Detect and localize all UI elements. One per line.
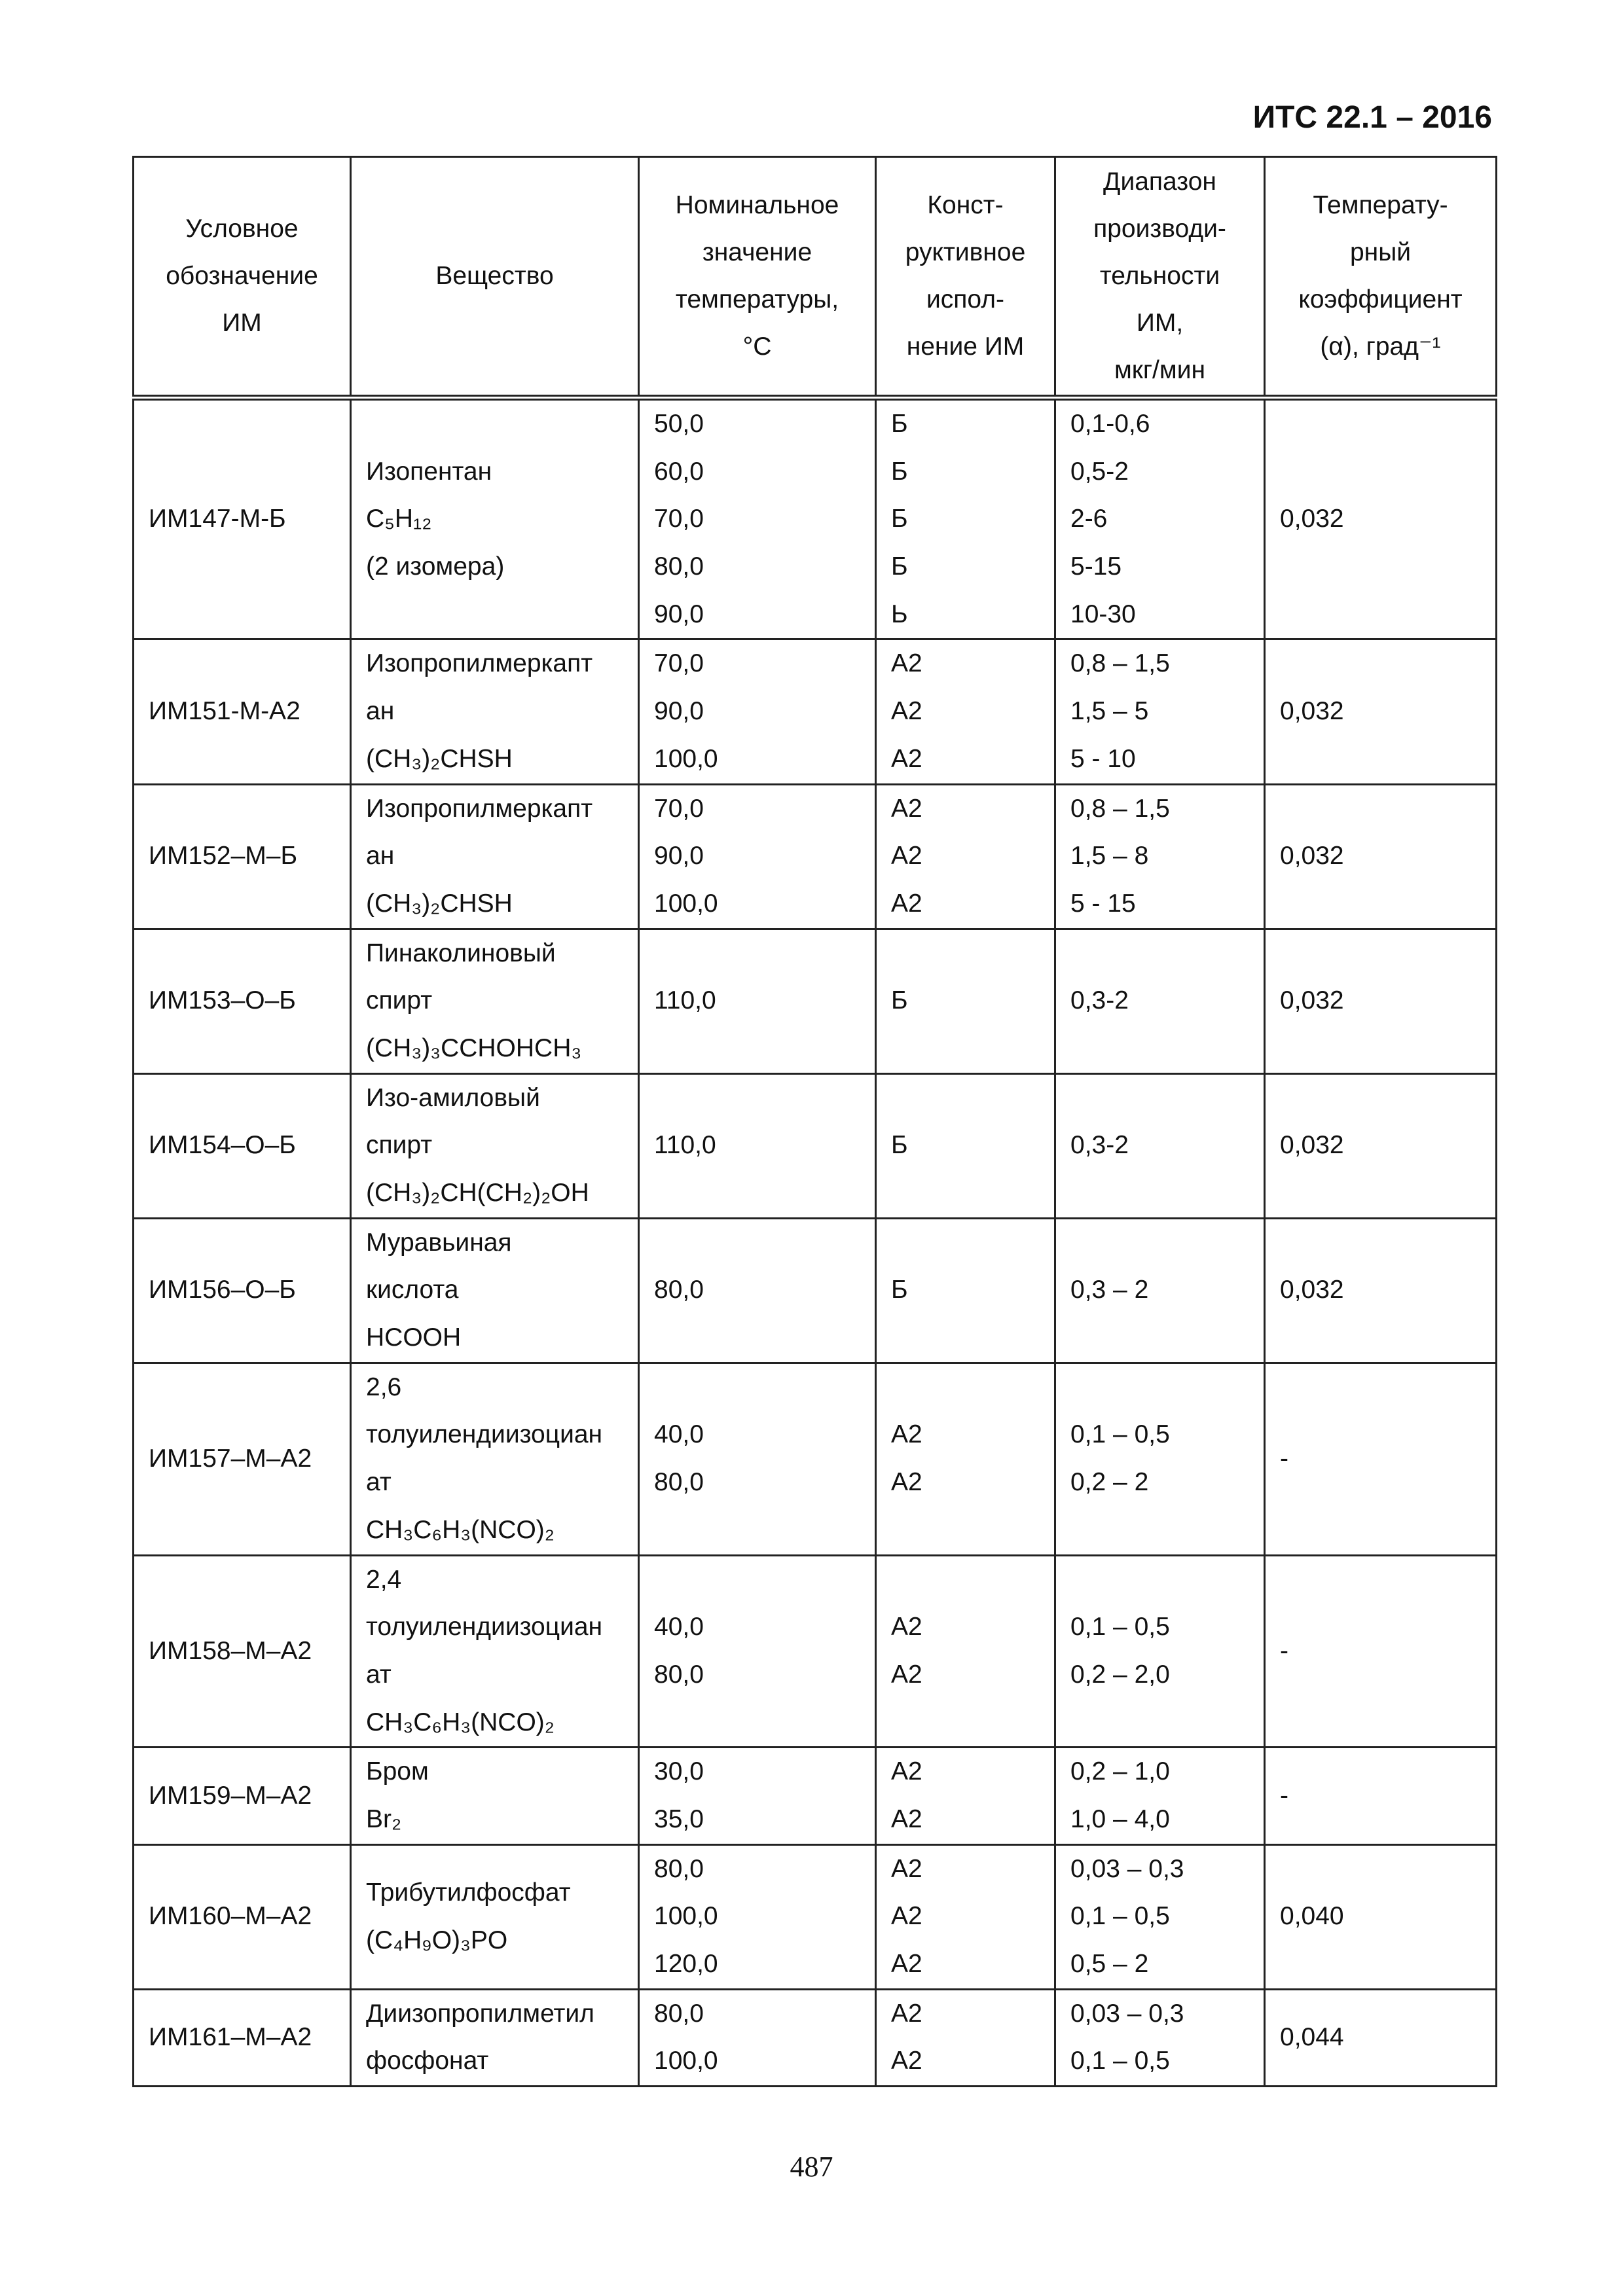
cell-temperature <box>639 1748 876 1844</box>
cell-range-line: 5 - 15 <box>1070 889 1136 918</box>
cell-substance-line: Муравьиная <box>366 1228 512 1257</box>
cell-substance-line: (CH₃)₂CHSH <box>366 889 513 918</box>
cell-substance-line: Бром <box>366 1757 429 1786</box>
cell-code: ИМ160–М–А2 <box>134 1844 351 1989</box>
cell-coefficient: 0,032 <box>1265 929 1497 1073</box>
header-design <box>876 157 1055 398</box>
cell-temperature <box>639 639 876 784</box>
cell-substance-line: (CH₃)₂CH(CH₂)₂OH <box>366 1179 589 1207</box>
cell-range-line: 1,5 – 5 <box>1070 697 1149 726</box>
cell-design-line: А2 <box>891 1660 922 1689</box>
cell-temperature-line: 80,0 <box>654 1276 704 1304</box>
cell-temperature-line: 35,0 <box>654 1804 704 1833</box>
cell-design <box>876 1218 1055 1363</box>
header-coefficient-line: рный <box>1349 238 1412 266</box>
cell-substance <box>351 1555 639 1748</box>
header-temperature-line: значение <box>702 238 812 266</box>
cell-substance-line: 2,4 <box>366 1565 402 1594</box>
cell-design-line: Б <box>891 410 908 438</box>
header-code-line: Условное <box>185 215 299 243</box>
cell-range-line: 0,3 – 2 <box>1070 1276 1149 1304</box>
cell-temperature-line: 90,0 <box>654 697 704 726</box>
cell-substance-line: (CH₃)₃CCHOHCH₃ <box>366 1033 582 1062</box>
cell-substance <box>351 1363 639 1555</box>
cell-substance-line: ат <box>366 1660 392 1689</box>
header-temperature-line: Номинальное <box>675 191 839 219</box>
page-number: 487 <box>790 2151 833 2183</box>
cell-code: ИМ159–М–А2 <box>134 1748 351 1844</box>
cell-range-line: 0,2 – 1,0 <box>1070 1757 1170 1786</box>
cell-temperature <box>639 1218 876 1363</box>
header-coefficient <box>1265 157 1497 398</box>
header-substance <box>351 157 639 398</box>
cell-substance-line: HCOOH <box>366 1323 462 1352</box>
cell-code: ИМ158–М–А2 <box>134 1555 351 1748</box>
cell-temperature-line: 50,0 <box>654 410 704 438</box>
header-temperature <box>639 157 876 398</box>
cell-design <box>876 1073 1055 1218</box>
cell-code: ИМ152–М–Б <box>134 784 351 929</box>
table-row <box>134 1555 1497 1748</box>
cell-substance-line: толуилендиизоциан <box>366 1420 603 1449</box>
cell-substance-line: ан <box>366 697 395 726</box>
cell-substance-line: (C₄H₉O)₃PO <box>366 1926 508 1954</box>
cell-design <box>876 1844 1055 1989</box>
cell-substance-line: фосфонат <box>366 2047 489 2075</box>
cell-design <box>876 784 1055 929</box>
cell-substance-line: CH₃C₆H₃(NCO)₂ <box>366 1708 555 1736</box>
cell-code: ИМ157–М–А2 <box>134 1363 351 1555</box>
cell-design-line: А2 <box>891 842 922 870</box>
header-design-line: руктивное <box>905 238 1026 266</box>
cell-substance <box>351 929 639 1073</box>
cell-substance-line: Br₂ <box>366 1804 402 1833</box>
cell-design <box>876 398 1055 639</box>
cell-range-line: 1,5 – 8 <box>1070 842 1149 870</box>
header-range <box>1055 157 1265 398</box>
cell-temperature-line: 30,0 <box>654 1757 704 1786</box>
cell-design-line: Ь <box>891 600 908 628</box>
cell-design <box>876 1989 1055 2086</box>
header-code-line: ИМ <box>222 309 262 337</box>
table-row <box>134 1363 1497 1555</box>
cell-range-line: 0,2 – 2 <box>1070 1468 1149 1497</box>
cell-coefficient: 0,032 <box>1265 639 1497 784</box>
cell-range <box>1055 1555 1265 1748</box>
cell-substance-line: ат <box>366 1468 392 1497</box>
cell-range-line: 0,3-2 <box>1070 1131 1129 1160</box>
cell-substance-line: Изо-амиловый <box>366 1083 540 1112</box>
cell-temperature <box>639 784 876 929</box>
cell-temperature-line: 40,0 <box>654 1613 704 1641</box>
cell-temperature-line: 80,0 <box>654 1854 704 1883</box>
cell-substance-line: CH₃C₆H₃(NCO)₂ <box>366 1515 555 1544</box>
table-row <box>134 398 1497 639</box>
cell-range-line: 0,5 – 2 <box>1070 1950 1149 1978</box>
cell-substance-line: толуилендиизоциан <box>366 1613 603 1641</box>
header-substance-line: Вещество <box>435 262 554 290</box>
cell-range-line: 0,1 – 0,5 <box>1070 1420 1170 1449</box>
substances-table <box>132 156 1497 2087</box>
cell-range-line: 2-6 <box>1070 505 1108 533</box>
cell-design <box>876 639 1055 784</box>
cell-coefficient: - <box>1265 1363 1497 1555</box>
cell-temperature <box>639 1844 876 1989</box>
header-range-line: Диапазон <box>1103 168 1216 196</box>
cell-design-line: А2 <box>891 1999 922 2028</box>
cell-design-line: А2 <box>891 794 922 823</box>
cell-range-line: 10-30 <box>1070 600 1136 628</box>
cell-coefficient: - <box>1265 1555 1497 1748</box>
cell-temperature-line: 70,0 <box>654 794 704 823</box>
cell-temperature-line: 80,0 <box>654 1999 704 2028</box>
cell-design-line: А2 <box>891 1613 922 1641</box>
cell-design-line: А2 <box>891 2047 922 2075</box>
cell-substance-line: (2 изомера) <box>366 552 505 581</box>
cell-temperature <box>639 1073 876 1218</box>
cell-range <box>1055 929 1265 1073</box>
cell-temperature <box>639 1989 876 2086</box>
cell-code: ИМ153–О–Б <box>134 929 351 1073</box>
cell-coefficient: 0,040 <box>1265 1844 1497 1989</box>
cell-substance-line: Трибутилфосфат <box>366 1878 571 1907</box>
cell-design-line: А2 <box>891 697 922 726</box>
cell-range-line: 5-15 <box>1070 552 1122 581</box>
cell-temperature-line: 110,0 <box>654 1131 716 1160</box>
cell-range <box>1055 398 1265 639</box>
table-row <box>134 1989 1497 2086</box>
cell-range <box>1055 1989 1265 2086</box>
cell-range-line: 0,5-2 <box>1070 457 1129 486</box>
cell-temperature <box>639 1555 876 1748</box>
cell-range <box>1055 1073 1265 1218</box>
cell-coefficient: 0,032 <box>1265 784 1497 929</box>
table-row <box>134 1844 1497 1989</box>
cell-range-line: 0,8 – 1,5 <box>1070 794 1170 823</box>
cell-range-line: 1,0 – 4,0 <box>1070 1804 1170 1833</box>
header-design-line: нение ИМ <box>906 332 1025 361</box>
table-row <box>134 1218 1497 1363</box>
cell-temperature-line: 70,0 <box>654 505 704 533</box>
table-row <box>134 639 1497 784</box>
cell-range-line: 0,1-0,6 <box>1070 410 1150 438</box>
header-code <box>134 157 351 398</box>
cell-temperature-line: 100,0 <box>654 889 718 918</box>
cell-substance-line: спирт <box>366 1131 433 1160</box>
cell-temperature-line: 70,0 <box>654 649 704 678</box>
cell-temperature-line: 80,0 <box>654 552 704 581</box>
cell-range-line: 0,1 – 0,5 <box>1070 1613 1170 1641</box>
cell-substance-line: (CH₃)₂CHSH <box>366 744 513 773</box>
cell-substance-line: Изопентан <box>366 457 492 486</box>
cell-temperature-line: 120,0 <box>654 1950 718 1978</box>
cell-substance <box>351 1989 639 2086</box>
table-header-row <box>134 157 1497 398</box>
cell-design-line: Б <box>891 1276 908 1304</box>
cell-coefficient: - <box>1265 1748 1497 1844</box>
cell-range-line: 0,1 – 0,5 <box>1070 1902 1170 1931</box>
cell-design-line: А2 <box>891 649 922 678</box>
table-row <box>134 1748 1497 1844</box>
header-range-line: ИМ, <box>1136 309 1184 337</box>
cell-range <box>1055 1218 1265 1363</box>
cell-range <box>1055 1844 1265 1989</box>
cell-substance <box>351 1748 639 1844</box>
cell-range <box>1055 784 1265 929</box>
cell-range-line: 5 - 10 <box>1070 744 1136 773</box>
cell-substance <box>351 639 639 784</box>
cell-substance-line: Пинаколиновый <box>366 939 556 967</box>
cell-range-line: 0,2 – 2,0 <box>1070 1660 1170 1689</box>
header-coefficient-line: коэффициент <box>1298 285 1463 314</box>
cell-substance <box>351 1073 639 1218</box>
cell-temperature-line: 80,0 <box>654 1468 704 1497</box>
header-code-line: обозначение <box>166 262 318 290</box>
cell-design <box>876 929 1055 1073</box>
cell-substance <box>351 1218 639 1363</box>
cell-design-line: А2 <box>891 1854 922 1883</box>
cell-temperature-line: 90,0 <box>654 842 704 870</box>
header-range-line: производи- <box>1093 215 1226 243</box>
header-design-line: испол- <box>926 285 1004 314</box>
cell-temperature <box>639 1363 876 1555</box>
cell-design <box>876 1555 1055 1748</box>
header-temperature-line: °С <box>742 332 772 361</box>
cell-temperature-line: 40,0 <box>654 1420 704 1449</box>
cell-design-line: Б <box>891 457 908 486</box>
cell-substance <box>351 1844 639 1989</box>
header-range-line: мкг/мин <box>1114 356 1206 384</box>
cell-design-line: А2 <box>891 1468 922 1497</box>
table-row <box>134 929 1497 1073</box>
cell-design-line: А2 <box>891 889 922 918</box>
cell-substance-line: кислота <box>366 1276 459 1304</box>
cell-substance <box>351 784 639 929</box>
header-range-line: тельности <box>1099 262 1220 290</box>
cell-temperature-line: 100,0 <box>654 1902 718 1931</box>
cell-coefficient: 0,044 <box>1265 1989 1497 2086</box>
cell-range <box>1055 639 1265 784</box>
cell-temperature-line: 100,0 <box>654 744 718 773</box>
cell-design-line: Б <box>891 505 908 533</box>
cell-coefficient: 0,032 <box>1265 1218 1497 1363</box>
cell-temperature-line: 60,0 <box>654 457 704 486</box>
cell-range-line: 0,03 – 0,3 <box>1070 1999 1184 2028</box>
cell-code: ИМ151-М-А2 <box>134 639 351 784</box>
cell-code: ИМ161–М–А2 <box>134 1989 351 2086</box>
header-coefficient-line: Температу- <box>1313 191 1448 219</box>
header-design-line: Конст- <box>927 191 1004 219</box>
cell-design <box>876 1748 1055 1844</box>
header-coefficient-line: (α), град⁻¹ <box>1320 332 1441 361</box>
cell-code: ИМ147-М-Б <box>134 398 351 639</box>
cell-coefficient: 0,032 <box>1265 1073 1497 1218</box>
cell-code: ИМ154–О–Б <box>134 1073 351 1218</box>
cell-substance-line: 2,6 <box>366 1372 402 1401</box>
header-temperature-line: температуры, <box>675 285 839 314</box>
cell-design-line: А2 <box>891 1950 922 1978</box>
cell-substance <box>351 398 639 639</box>
cell-temperature-line: 100,0 <box>654 2047 718 2075</box>
cell-substance-line: спирт <box>366 986 433 1015</box>
cell-design-line: Б <box>891 986 908 1015</box>
cell-range-line: 0,3-2 <box>1070 986 1129 1015</box>
cell-range-line: 0,8 – 1,5 <box>1070 649 1170 678</box>
cell-range-line: 0,1 – 0,5 <box>1070 2047 1170 2075</box>
cell-temperature-line: 90,0 <box>654 600 704 628</box>
cell-temperature <box>639 398 876 639</box>
cell-substance-line: C₅H₁₂ <box>366 505 432 533</box>
cell-temperature-line: 110,0 <box>654 986 716 1015</box>
cell-code: ИМ156–О–Б <box>134 1218 351 1363</box>
cell-range <box>1055 1363 1265 1555</box>
table-row <box>134 784 1497 929</box>
document-code: ИТС 22.1 – 2016 <box>1252 100 1492 135</box>
cell-temperature-line: 80,0 <box>654 1660 704 1689</box>
cell-substance-line: Диизопропилметил <box>366 1999 594 2028</box>
cell-design-line: А2 <box>891 1757 922 1786</box>
cell-temperature <box>639 929 876 1073</box>
cell-design-line: А2 <box>891 744 922 773</box>
cell-substance-line: Изопропилмеркапт <box>366 794 593 823</box>
cell-design-line: А2 <box>891 1902 922 1931</box>
cell-design <box>876 1363 1055 1555</box>
table-row <box>134 1073 1497 1218</box>
cell-substance-line: Изопропилмеркапт <box>366 649 593 678</box>
cell-design-line: Б <box>891 1131 908 1160</box>
cell-range-line: 0,03 – 0,3 <box>1070 1854 1184 1883</box>
cell-design-line: А2 <box>891 1804 922 1833</box>
cell-design-line: А2 <box>891 1420 922 1449</box>
cell-substance-line: ан <box>366 842 395 870</box>
cell-range <box>1055 1748 1265 1844</box>
cell-design-line: Б <box>891 552 908 581</box>
cell-coefficient: 0,032 <box>1265 398 1497 639</box>
